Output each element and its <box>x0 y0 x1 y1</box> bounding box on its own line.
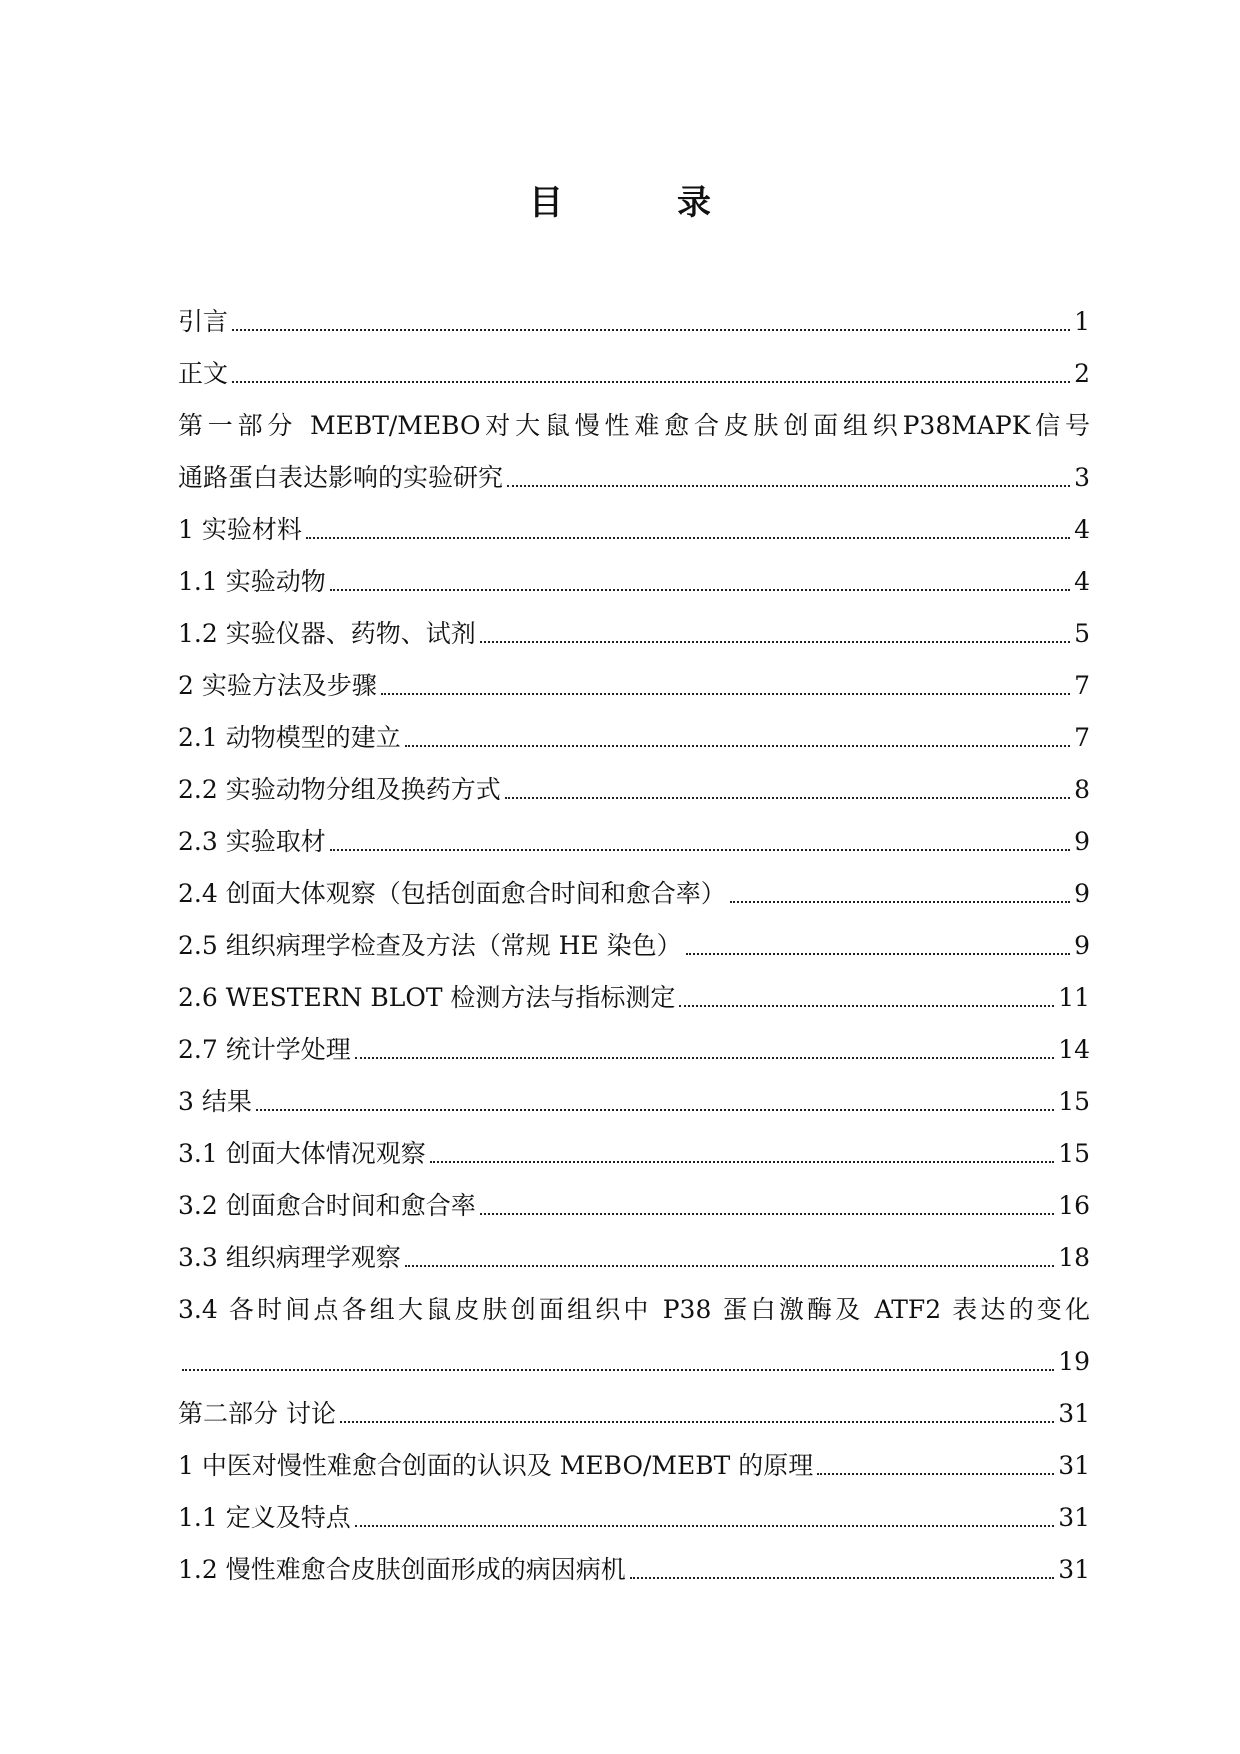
toc-entry-page: 7 <box>1074 723 1090 752</box>
toc-entry-2-2[interactable] <box>178 756 1090 808</box>
toc-entry-label: 通路蛋白表达影响的实验研究 <box>178 463 504 492</box>
toc-entry-part2-1-1[interactable] <box>178 1484 1090 1536</box>
toc-entry-main-text[interactable] <box>178 340 1090 392</box>
toc-entry-3[interactable] <box>178 1068 1090 1120</box>
toc-entry-page: 7 <box>1074 671 1090 700</box>
dot-leader <box>182 1369 1054 1371</box>
toc-entry-label: 3.4 各时间点各组大鼠皮肤创面组织中 P38 蛋白激酶及 ATF2 表达的变化 <box>178 1295 1090 1324</box>
dot-leader <box>355 1057 1054 1059</box>
toc-entry-3-2[interactable] <box>178 1172 1090 1224</box>
toc-entry-part2[interactable] <box>178 1380 1090 1432</box>
toc-entry-3-3[interactable] <box>178 1224 1090 1276</box>
toc-entry-label: 2.1 动物模型的建立 <box>178 723 401 752</box>
toc-entry-label: 1.1 定义及特点 <box>178 1503 351 1532</box>
toc-entry-page: 4 <box>1074 515 1090 544</box>
dot-leader <box>256 1109 1054 1111</box>
toc-entry-label: 3.1 创面大体情况观察 <box>178 1139 426 1168</box>
toc-entry-label: 正文 <box>178 359 229 388</box>
dot-leader <box>630 1577 1054 1579</box>
toc-entry-3-4-line1[interactable] <box>178 1276 1090 1328</box>
toc-entry-2-4[interactable] <box>178 860 1090 912</box>
toc-entry-part2-1[interactable] <box>178 1432 1090 1484</box>
toc-entry-2-7[interactable] <box>178 1016 1090 1068</box>
toc-entry-2-5[interactable] <box>178 912 1090 964</box>
toc-entry-label: 3.2 创面愈合时间和愈合率 <box>178 1191 476 1220</box>
dot-leader <box>430 1161 1054 1163</box>
toc-entry-page: 2 <box>1074 359 1090 388</box>
toc-entry-2[interactable] <box>178 652 1090 704</box>
toc-entry-part1-line1[interactable] <box>178 392 1090 444</box>
page-title: 目 录 <box>529 183 751 223</box>
toc-entry-label: 2 实验方法及步骤 <box>178 671 377 700</box>
toc-entry-label: 2.2 实验动物分组及换药方式 <box>178 775 501 804</box>
toc-entry-page: 16 <box>1058 1191 1090 1220</box>
toc-entry-page: 31 <box>1058 1451 1090 1480</box>
toc-entry-label: 3.3 组织病理学观察 <box>178 1243 401 1272</box>
toc-entry-page: 1 <box>1074 307 1090 336</box>
toc-entry-label: 1.2 实验仪器、药物、试剂 <box>178 619 476 648</box>
table-of-contents <box>178 288 1090 1588</box>
toc-entry-2-6[interactable] <box>178 964 1090 1016</box>
toc-entry-label: 3 结果 <box>178 1087 252 1116</box>
toc-entry-2-3[interactable] <box>178 808 1090 860</box>
dot-leader <box>340 1421 1054 1423</box>
toc-entry-1[interactable] <box>178 496 1090 548</box>
toc-entry-page: 5 <box>1074 619 1090 648</box>
toc-entry-page: 19 <box>1058 1347 1090 1376</box>
toc-entry-page: 15 <box>1058 1139 1090 1168</box>
dot-leader <box>405 1265 1054 1267</box>
toc-entry-page: 31 <box>1058 1399 1090 1428</box>
toc-entry-label: 1 中医对慢性难愈合创面的认识及 MEBO/MEBT 的原理 <box>178 1451 814 1480</box>
toc-entry-page: 4 <box>1074 567 1090 596</box>
toc-entry-page: 31 <box>1058 1555 1090 1584</box>
dot-leader <box>480 641 1070 643</box>
toc-entry-page: 8 <box>1074 775 1090 804</box>
toc-entry-1-1[interactable] <box>178 548 1090 600</box>
toc-entry-label: 2.7 统计学处理 <box>178 1035 351 1064</box>
dot-leader <box>817 1473 1054 1475</box>
toc-entry-page: 11 <box>1058 983 1090 1012</box>
dot-leader <box>686 953 1070 955</box>
toc-entry-1-2[interactable] <box>178 600 1090 652</box>
toc-entry-3-4-line2[interactable] <box>178 1328 1090 1380</box>
toc-entry-page: 9 <box>1074 879 1090 908</box>
dot-leader <box>507 485 1070 487</box>
toc-entry-label: 2.6 WESTERN BLOT 检测方法与指标测定 <box>178 983 676 1012</box>
toc-entry-intro[interactable] <box>178 288 1090 340</box>
toc-entry-label: 1.2 慢性难愈合皮肤创面形成的病因病机 <box>178 1555 626 1584</box>
toc-entry-label: 第二部分 讨论 <box>178 1399 336 1428</box>
toc-entry-page: 14 <box>1058 1035 1090 1064</box>
toc-entry-page: 31 <box>1058 1503 1090 1532</box>
toc-entry-3-1[interactable] <box>178 1120 1090 1172</box>
toc-entry-label: 2.3 实验取材 <box>178 827 326 856</box>
toc-entry-label: 1.1 实验动物 <box>178 567 326 596</box>
dot-leader <box>679 1005 1054 1007</box>
toc-entry-label: 1 实验材料 <box>178 515 302 544</box>
toc-entry-part1-line2[interactable] <box>178 444 1090 496</box>
dot-leader <box>480 1213 1054 1215</box>
toc-entry-page: 18 <box>1058 1243 1090 1272</box>
toc-entry-label: 引言 <box>178 307 229 336</box>
dot-leader <box>330 589 1070 591</box>
dot-leader <box>730 901 1070 903</box>
dot-leader <box>232 329 1070 331</box>
dot-leader <box>381 693 1070 695</box>
toc-entry-page: 9 <box>1074 931 1090 960</box>
toc-entry-label: 第一部分 MEBT/MEBO对大鼠慢性难愈合皮肤创面组织P38MAPK信号 <box>178 411 1090 440</box>
toc-entry-2-1[interactable] <box>178 704 1090 756</box>
dot-leader <box>505 797 1070 799</box>
toc-entry-label: 2.5 组织病理学检查及方法（常规 HE 染色） <box>178 931 682 960</box>
dot-leader <box>232 381 1070 383</box>
dot-leader <box>355 1525 1054 1527</box>
toc-entry-page: 3 <box>1074 463 1090 492</box>
toc-entry-page: 9 <box>1074 827 1090 856</box>
dot-leader <box>306 537 1070 539</box>
toc-entry-page: 15 <box>1058 1087 1090 1116</box>
toc-entry-label: 2.4 创面大体观察（包括创面愈合时间和愈合率） <box>178 879 726 908</box>
dot-leader <box>405 745 1070 747</box>
dot-leader <box>330 849 1070 851</box>
toc-entry-part2-1-2[interactable] <box>178 1536 1090 1588</box>
